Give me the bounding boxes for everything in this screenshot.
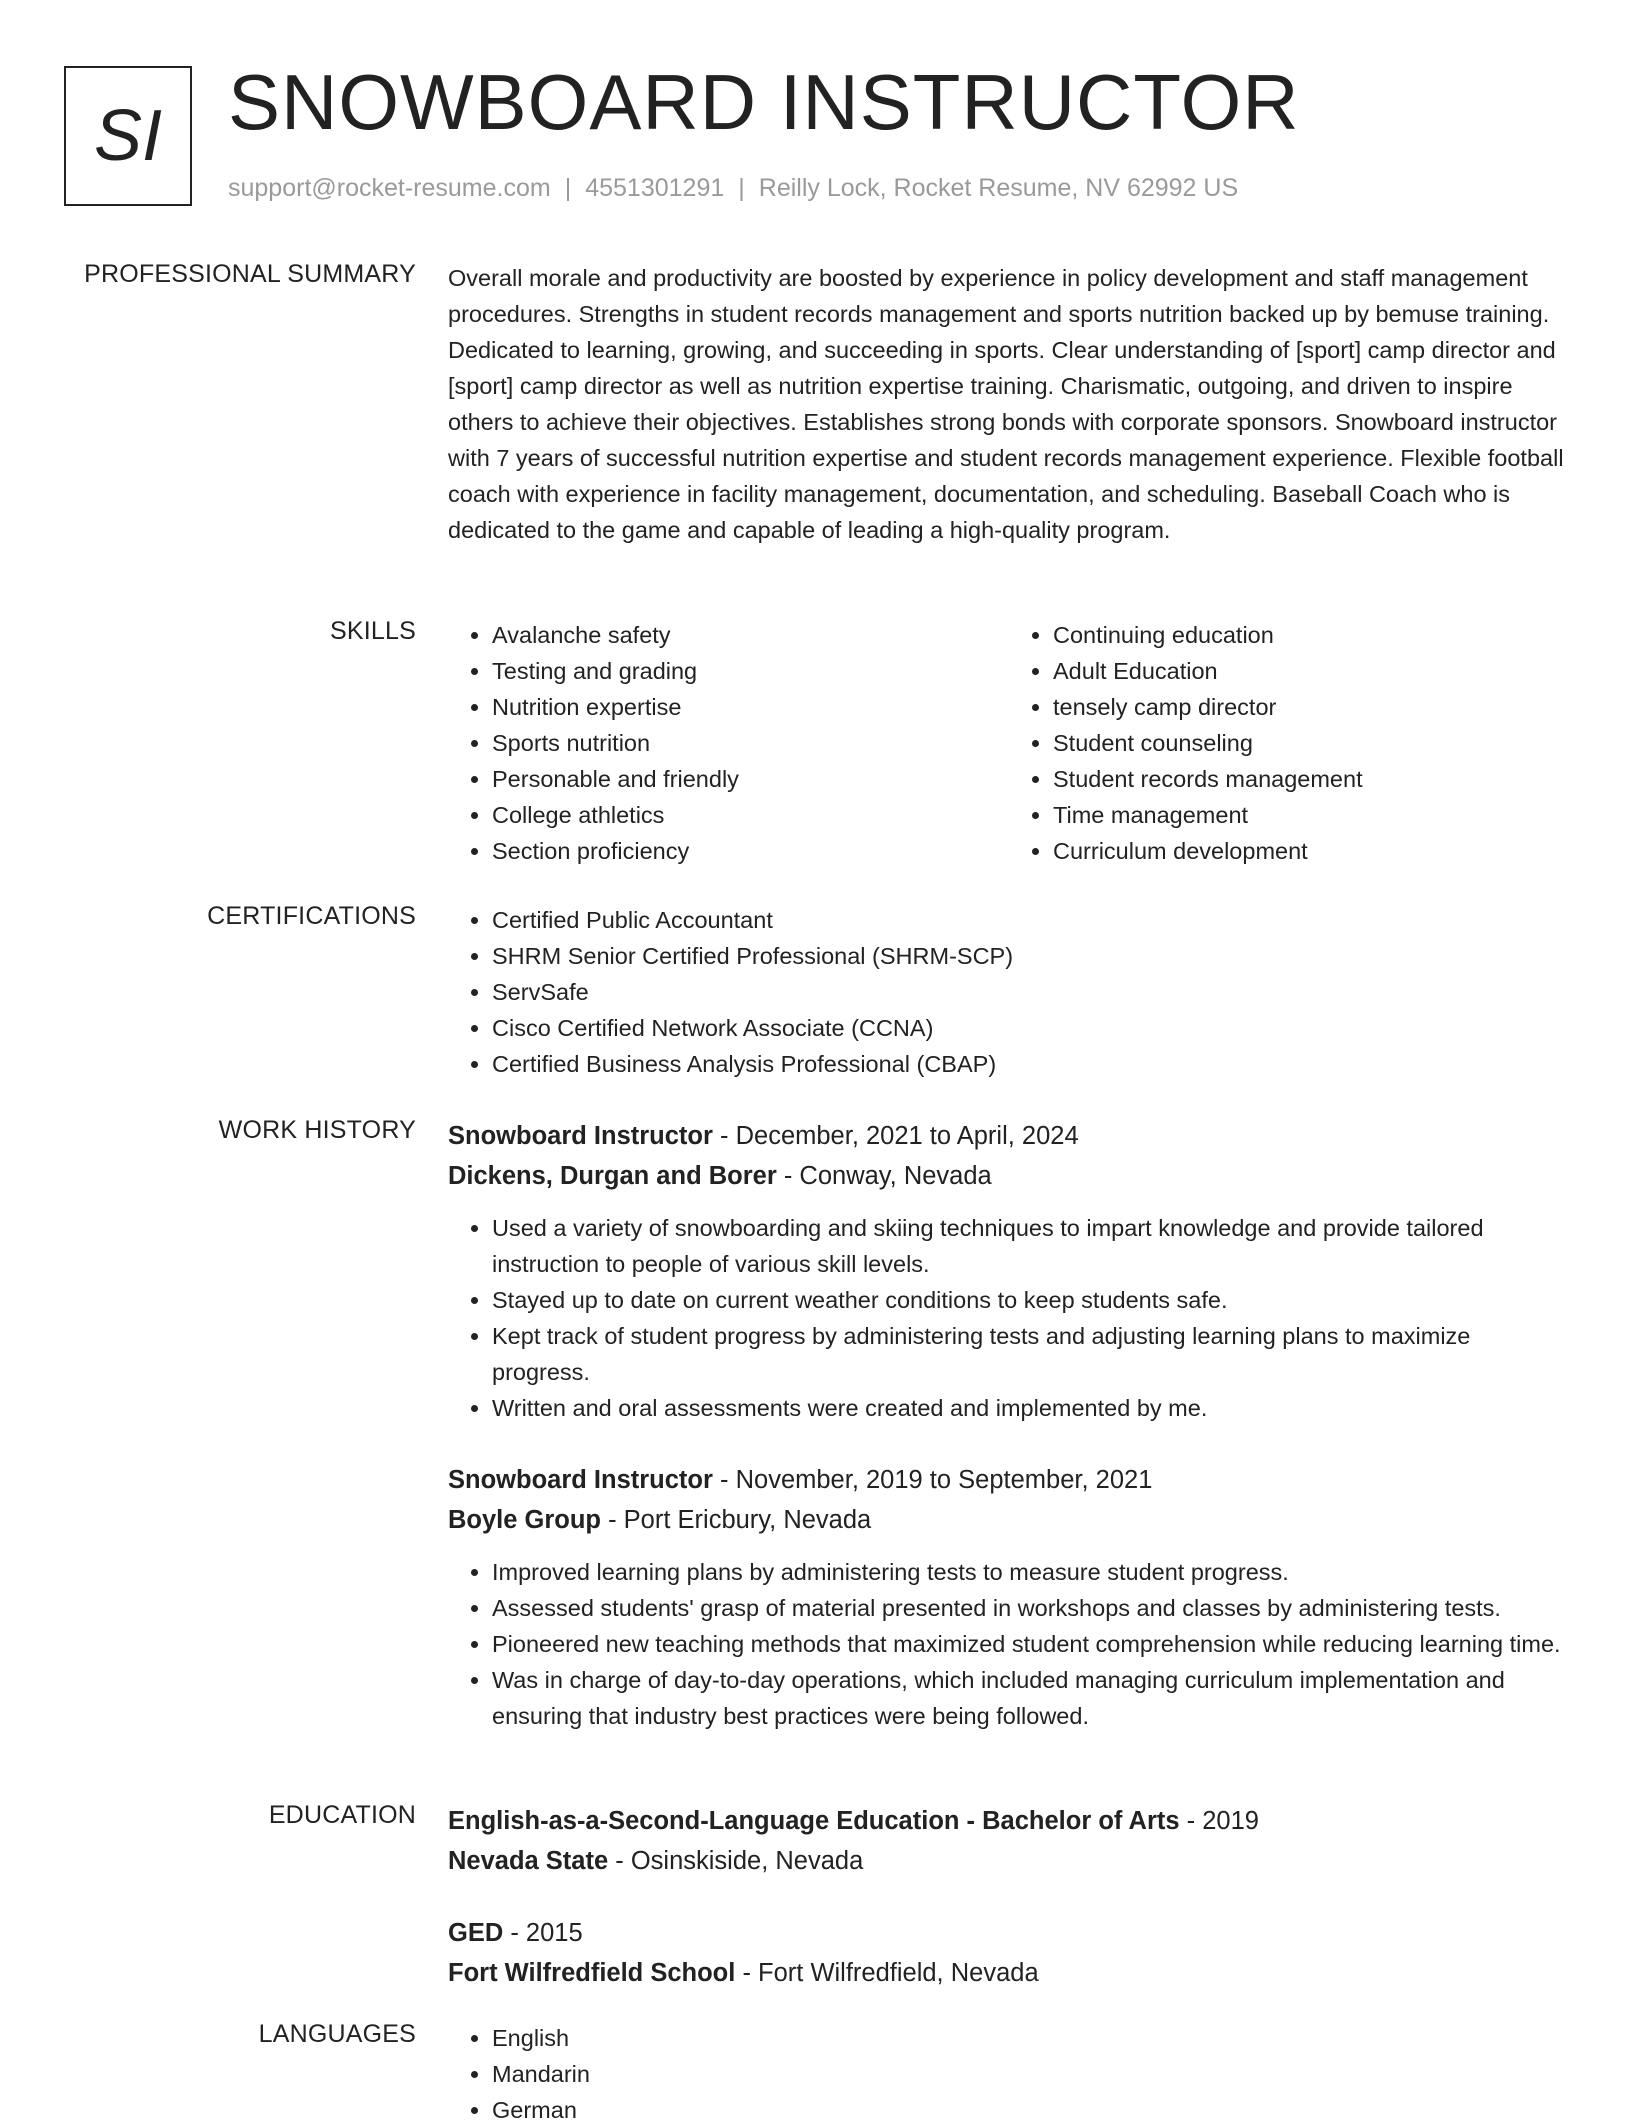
separator: | (564, 174, 572, 202)
list-item: • Avalanche safety (492, 617, 1009, 653)
section-label-skills: SKILLS (330, 617, 416, 645)
job-entry (448, 1460, 1570, 1734)
list-item: • Written and oral assessments were created and implemented by me. (492, 1390, 1570, 1426)
separator: | (738, 174, 745, 202)
job-title-line (448, 1460, 1570, 1500)
list-item: • Continuing education (1053, 617, 1570, 653)
list-item: • Curriculum development (1053, 833, 1570, 869)
education-entry (448, 1801, 1570, 1881)
list-item: • SHRM Senior Certified Professional (SHRM-SCP) (492, 938, 1570, 974)
contact-address: Reilly Lock, Rocket Resume, NV 62992 US (758, 174, 1239, 202)
work-history-content (448, 1116, 1570, 1768)
job-dates: - December, 2021 to April, 2024 (712, 1122, 1079, 1150)
list-item: • tensely camp director (1053, 689, 1570, 725)
summary-text: Overall morale and productivity are boosted by experience in policy development and staff management procedures. Strengths in student records management and sports nutrition backed up by bemuse training. Dedicated to learning, growing, and succeeding in sports. Clear understanding of [sport] camp director and [sport] camp director as well as nutrition expertise training. Charismatic, outgoing, and driven to inspire others to achieve their objectives. Establishes strong bonds with corporate sponsors. Snowboard instructor with 7 years of successful nutrition expertise and student records management experience. Flexible football coach with experience in facility management, documentation, and scheduling. Baseball Coach who is dedicated to the game and capable of leading a high-quality program. (448, 265, 1564, 543)
contact-line (228, 174, 1238, 203)
contact-email: support@rocket-resume.com (228, 174, 551, 202)
school-location: - Osinskiside, Nevada (608, 1847, 864, 1875)
degree: English-as-a-Second-Language Education - Bachelor of Arts (448, 1807, 1180, 1835)
monogram-box: SI (64, 66, 192, 206)
list-item: • Student records management (1053, 761, 1570, 797)
list-item: • Certified Public Accountant (492, 902, 1570, 938)
job-location: - Conway, Nevada (776, 1162, 992, 1190)
degree-line (448, 1801, 1570, 1841)
list-item: • Stayed up to date on current weather conditions to keep students safe. (492, 1282, 1570, 1318)
resume-title: SNOWBOARD INSTRUCTOR (228, 58, 1300, 146)
job-bullets (448, 1554, 1570, 1734)
certifications-content (448, 902, 1570, 1082)
school: Fort Wilfredfield School (448, 1959, 736, 1987)
contact-phone: 4551301291 (585, 174, 725, 202)
job-title: Snowboard Instructor (448, 1122, 713, 1150)
list-item: • Personable and friendly (492, 761, 1009, 797)
list-item: • Section proficiency (492, 833, 1009, 869)
job-company-line (448, 1156, 1570, 1196)
skills-content (448, 617, 1570, 869)
job-company: Boyle Group (448, 1506, 602, 1534)
school: Nevada State (448, 1847, 609, 1875)
list-item: • Pioneered new teaching methods that maximized student comprehension while reducing learning time. (492, 1626, 1570, 1662)
school-line (448, 1841, 1570, 1881)
job-entry (448, 1116, 1570, 1426)
job-bullets (448, 1210, 1570, 1426)
list-item: • Adult Education (1053, 653, 1570, 689)
degree-year: - 2019 (1179, 1807, 1259, 1835)
list-item: • ServSafe (492, 974, 1570, 1010)
degree-year: - 2015 (503, 1919, 583, 1947)
certifications-list (448, 902, 1570, 1082)
list-item: • Kept track of student progress by administering tests and adjusting learning plans to maximize progress. (492, 1318, 1570, 1390)
list-item: • English (492, 2020, 1570, 2056)
degree: GED (448, 1919, 504, 1947)
education-entry (448, 1913, 1570, 1993)
list-item: • Certified Business Analysis Professional (CBAP) (492, 1046, 1570, 1082)
list-item: • German (492, 2092, 1570, 2128)
skills-list-left (448, 617, 1009, 869)
section-label-languages: LANGUAGES (258, 2020, 416, 2048)
school-location: - Fort Wilfredfield, Nevada (735, 1959, 1039, 1987)
job-title-line (448, 1116, 1570, 1156)
list-item: • Testing and grading (492, 653, 1009, 689)
list-item: • Assessed students' grasp of material presented in workshops and classes by administering tests. (492, 1590, 1570, 1626)
school-line (448, 1953, 1570, 1993)
degree-line (448, 1913, 1570, 1953)
section-label-certifications: CERTIFICATIONS (207, 902, 416, 930)
list-item: • Sports nutrition (492, 725, 1009, 761)
job-company-line (448, 1500, 1570, 1540)
summary-content (448, 260, 1570, 548)
list-item: • Mandarin (492, 2056, 1570, 2092)
list-item: • Cisco Certified Network Associate (CCNA) (492, 1010, 1570, 1046)
list-item: • Time management (1053, 797, 1570, 833)
section-label-work-history: WORK HISTORY (218, 1116, 416, 1144)
list-item: • Student counseling (1053, 725, 1570, 761)
section-label-summary: PROFESSIONAL SUMMARY (84, 260, 416, 288)
education-content (448, 1801, 1570, 2025)
skills-list-right (1009, 617, 1570, 869)
list-item: • College athletics (492, 797, 1009, 833)
job-dates: - November, 2019 to September, 2021 (712, 1466, 1153, 1494)
list-item: • Was in charge of day-to-day operations, which included managing curriculum implementation and ensuring that industry best practices were being followed. (492, 1662, 1570, 1734)
resume-header (64, 58, 1564, 210)
list-item: • Improved learning plans by administering tests to measure student progress. (492, 1554, 1570, 1590)
list-item: • Nutrition expertise (492, 689, 1009, 725)
job-company: Dickens, Durgan and Borer (448, 1162, 777, 1190)
job-location: - Port Ericbury, Nevada (601, 1506, 872, 1534)
section-label-education: EDUCATION (268, 1801, 416, 1829)
job-title: Snowboard Instructor (448, 1466, 713, 1494)
list-item: • Used a variety of snowboarding and skiing techniques to impart knowledge and provide tailored instruction to people of various skill levels. (492, 1210, 1570, 1282)
